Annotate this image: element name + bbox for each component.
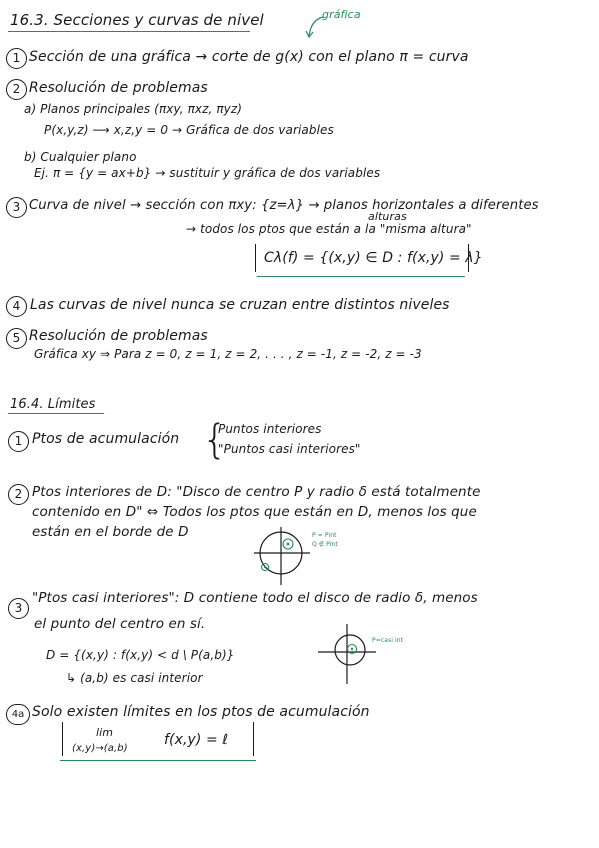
interior-point-diagram — [250, 525, 312, 587]
fig-label-p-int: P = Pint — [312, 532, 337, 539]
item-number: 3 — [8, 598, 29, 619]
level-curve-formula: Cλ(f) = {(x,y) ∈ D : f(x,y) = λ} — [264, 250, 483, 266]
item-2-line-3: están en el borde de D — [32, 524, 189, 540]
item-number: 1 — [6, 48, 27, 69]
title-underline — [8, 413, 104, 414]
item-number: 1 — [8, 431, 29, 452]
item-2b-text: b) Cualquier plano — [24, 150, 137, 164]
item-5-line: Gráfica xy ⇒ Para z = 0, z = 1, z = 2, . . . , z = -1, z = -2, z = -3 — [34, 347, 422, 361]
item-2-text: Ptos interiores de D: "Disco de centro P y radio δ está totalmente — [32, 484, 481, 500]
item-number: 4a — [6, 704, 30, 725]
casi-interior-set: D = {(x,y) : f(x,y) < d \ P(a,b)} — [46, 648, 235, 662]
fig-label-casi-int: P=casi int — [372, 637, 404, 644]
limit-expression: f(x,y) = ℓ — [164, 732, 229, 748]
limit-lim: lim — [96, 726, 114, 739]
item-2-text: Resolución de problemas — [29, 80, 208, 96]
item-3-line-2: el punto del centro en sí. — [34, 616, 206, 632]
casi-interior-note: ↳ (a,b) es casi interior — [66, 671, 203, 685]
section-16-4-title: 16.4. Límites — [10, 397, 96, 412]
item-number: 2 — [6, 79, 27, 100]
item-number: 3 — [6, 197, 27, 218]
item-4-text: Las curvas de nivel nunca se cruzan entre distintos niveles — [30, 297, 450, 313]
item-2-line-2: contenido en D" ⇔ Todos los ptos que están en D, menos los que — [32, 504, 477, 520]
item-2a-example: P(x,y,z) ⟶ x,z,y = 0 → Gráfica de dos variables — [44, 123, 334, 137]
formula-underline — [257, 276, 465, 277]
item-1-text: Sección de una gráfica → corte de g(x) con el plano π = curva — [29, 49, 469, 65]
item-4a-text: Solo existen límites en los ptos de acumulación — [32, 704, 370, 720]
item-2b-example: Ej. π = {y = ax+b} → sustituir y gráfica de dos variables — [34, 166, 381, 180]
item-1-text: Ptos de acumulación — [32, 431, 180, 447]
item-3-alturas: alturas — [368, 210, 407, 223]
item-number: 5 — [6, 328, 27, 349]
casi-interior-diagram — [316, 622, 378, 686]
annotation-arrow-icon — [305, 14, 325, 40]
item-1-option-2: "Puntos casi interiores" — [218, 442, 361, 456]
item-3-line-2: → todos los ptos que están a la "misma altura" — [186, 222, 472, 236]
section-16-3-title: 16.3. Secciones y curvas de nivel — [10, 11, 264, 29]
item-3-text: Curva de nivel → sección con πxy: {z=λ} → planos horizontales a diferentes — [29, 198, 539, 213]
limit-subscript: (x,y)→(a,b) — [72, 743, 128, 754]
brace-icon: { — [202, 417, 228, 463]
title-underline — [8, 31, 250, 32]
limit-underline — [60, 760, 256, 761]
item-1-option-1: Puntos interiores — [218, 422, 322, 436]
item-5-text: Resolución de problemas — [29, 328, 208, 344]
item-2a-text: a) Planos principales (πxy, πxz, πyz) — [24, 102, 243, 116]
grafica-annotation: gráfica — [322, 8, 361, 21]
item-number: 2 — [8, 484, 29, 505]
item-number: 4 — [6, 296, 27, 317]
fig-label-q-not-int: Q ∉ Pint — [312, 541, 338, 548]
item-3-text: "Ptos casi interiores": D contiene todo el disco de radio δ, menos — [32, 590, 478, 606]
